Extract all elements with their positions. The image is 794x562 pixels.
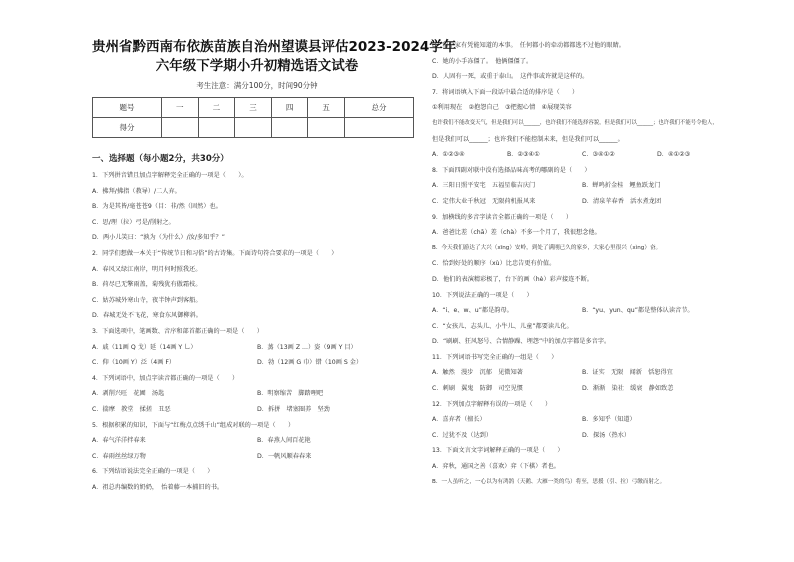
score-cell[interactable] <box>271 118 308 138</box>
question-line: B．为是其皆/毫苍苍9（目：非/然（固然）也。 <box>92 203 222 211</box>
question-line: C．思/理（拉）弓是/削射之。 <box>92 218 175 226</box>
exam-notice: 考生注意：满分100分，时间90分钟 <box>196 81 318 90</box>
score-cell[interactable] <box>344 118 413 138</box>
option-item: A．①②③④ <box>432 151 465 159</box>
option-item: D．“刷刷、狂风怒号、合情静躁、埋怨”中的加点字都是多音字。 <box>432 338 611 346</box>
question-line: A．爸爸比差（chā）差（chà）不多一个月了，我很想念他。 <box>432 229 601 237</box>
score-cell[interactable] <box>198 118 235 138</box>
option-row <box>92 402 422 418</box>
question-line: 7．将词语填入下面一段话中最合适的排序是（ ） <box>432 88 579 96</box>
option-item: B．春燕人间百花艳 <box>257 437 311 445</box>
option-item: C．“女孩儿、志头儿、小牛儿、儿童”都要读儿化。 <box>432 322 573 330</box>
question-line: 9．加横线的多音字读音全都正确的一项是（ ） <box>432 213 573 221</box>
option-row <box>432 381 732 397</box>
question-line: B．科学家有凭能知道的本事。 任何都小的牵动都都逃不过他的眼睛。 <box>432 42 625 49</box>
option-item: A．剥削兴旺 花圃 汤匙 <box>92 390 165 398</box>
exam-title-line1: 贵州省黔西南布依族苗族自治州望谟县评估2023-2024学年 <box>92 39 457 55</box>
option-item: A．喜弃者（擅长） <box>432 416 486 424</box>
score-header-cell: 五 <box>308 98 345 118</box>
question-line: A．春风又绿江南岸，明月何时照我还。 <box>92 265 202 273</box>
question-line: 但是我们可以______；也许我们不能控制未来，但是我们可以______。 <box>432 135 624 143</box>
option-row <box>92 449 422 465</box>
option-item: D．④①②③ <box>657 151 691 159</box>
option-item: C．刺刷 翼鬼 防御 司空见惯 <box>432 385 523 393</box>
option-item: D．探汤（热水） <box>582 431 631 439</box>
option-item: B．“yu、yun、qu”都是整体认读音节。 <box>582 307 694 315</box>
question-line: 1．下列拼音错且加点字解释完全正确的一项是（ ）。 <box>92 172 248 179</box>
question-line: B．一人虽听之，一心以为有鸿鹄（天鹅、大雁一类的鸟）将至，思援（引、拉）弓缴而射之。 <box>432 478 666 485</box>
option-item: C．仰（10画 Y）泛（4画 F） <box>92 359 176 367</box>
option-item: A．“i、e、w、u”都是韵母。 <box>432 307 513 315</box>
option-item: C．定伟大业千秋冠 无限荷机报风来 <box>432 197 536 205</box>
option-row <box>432 412 732 428</box>
option-row <box>92 433 422 449</box>
option-item: A．触然 漫步 沉郁 见微知著 <box>432 369 523 377</box>
question-line: B．荷尽已无擎雨盖，菊残犹有傲霜枝。 <box>92 281 202 289</box>
option-item: B．蝉鸣折金桂 鲤鱼跃龙门 <box>582 182 661 190</box>
question-line: 12．下列加点字解释有误的一项是（ ） <box>432 400 552 408</box>
question-line: D．他们的表演精彩极了，台下的画（hè）彩声接连不断。 <box>432 275 593 283</box>
option-item: C．春雨丝丝绿万物 <box>92 452 146 460</box>
question-line: D．春城无处不飞花，寒食东风御柳斜。 <box>92 312 202 320</box>
question-line: 也许我们不能改变天气，但是我们可以______，也许我们不能选择容貌，但是我们可以______；也许我们不能号令他人， <box>432 119 718 126</box>
question-line: 6．下列结语说法完全正确的一项是（ ） <box>92 468 214 476</box>
option-item: C．过犹不及（达到） <box>432 431 493 439</box>
option-item: D．渐渐 染社 缓衰 静如致恙 <box>582 385 674 393</box>
score-header-cell: 四 <box>271 98 308 118</box>
question-line: ①利用现在 ②抱怨自己 ③把握心情 ④展现笑容 <box>432 104 572 112</box>
option-row <box>432 365 732 381</box>
score-cell[interactable] <box>161 118 198 138</box>
option-item: B．②③④① <box>507 151 540 159</box>
option-row <box>92 355 422 371</box>
option-item: D．清泉苹春香 活水煮龙团 <box>582 197 662 205</box>
score-header-cell: 二 <box>198 98 235 118</box>
option-item: D．勃（12画 G 巾）错（10画 S 金） <box>257 359 363 367</box>
option-item: D．拆拼 堵塞圈养 坚劲 <box>257 405 330 413</box>
question-line: 10．下列说法正确的一项是（ ） <box>432 291 533 299</box>
option-item: A．三阳日照平安宅 五福星临吉庆门 <box>432 182 536 190</box>
option-item: C．③④①② <box>582 151 615 159</box>
option-row <box>92 386 422 402</box>
question-line: 2．同学们想做一本关于“传统节日和习俗”的古诗集。下面诗句符合要求的一项是（ ） <box>92 249 338 257</box>
score-header-cell: 三 <box>235 98 272 118</box>
question-line: 13．下面文言文字词解释正确的一项是（ ） <box>432 447 564 455</box>
exam-title-line2: 六年级下学期小升初精选语文试卷 <box>155 58 359 74</box>
question-line: D．人固有一死，或重于泰山。 这件事或许就是这样的。 <box>432 73 589 81</box>
option-item: A．戚（11画 Q 戈）延（14画 Y 乚） <box>92 343 197 351</box>
question-line: C．她的小手冻僵了。 他俩僵僵了。 <box>432 57 533 65</box>
question-line: 3．下面选项中，笔画数、音序和部首都正确的一项是（ ） <box>92 327 263 335</box>
option-item: B．多知乎（知道） <box>582 416 636 424</box>
question-line: B．今天我们游达了大兴（xīng）安岭，到处了满刚已久的家乡，大家心里很兴（xìng）奋。 <box>432 244 662 251</box>
option-row <box>432 428 732 444</box>
score-cell[interactable] <box>308 118 345 138</box>
option-item: C．揣摩 教堂 揉搓 丑恶 <box>92 405 171 413</box>
question-line: C．姑苏城外寒山寺，夜半钟声到客船。 <box>92 296 202 304</box>
option-item: B．证实 无限 闻新 恬恕得宜 <box>582 369 673 377</box>
option-row <box>432 147 732 163</box>
score-header-cell: 总分 <box>344 98 413 118</box>
option-item: D．一帆风顺春春来 <box>257 452 312 460</box>
question-line: A．祖总冉编数的奶奶， 怡着藤一本捕旧的书。 <box>92 483 224 491</box>
right-column <box>432 38 732 490</box>
section-heading: 一、选择题（每小题2分，共30分） <box>92 154 229 164</box>
question-line: 8．下面四副对联中没有选择品味高考的哪副的是（ ） <box>432 166 591 174</box>
question-line: A．弈秋，通国之善（喜欢）弈（下棋）者也。 <box>432 463 560 471</box>
option-item: A．春气洋洋拌春来 <box>92 437 146 445</box>
score-label-cell: 得分 <box>93 118 162 138</box>
question-line: 11．下列词语书写完全正确的一组是（ ） <box>432 353 558 361</box>
question-line: C．恰到好处的顺序（xù）比忠告更有价值。 <box>432 260 556 268</box>
score-cell[interactable] <box>235 118 272 138</box>
question-line: 4．下列词语中，加点字读音都正确的一项是（ ） <box>92 374 239 382</box>
score-header-row <box>93 98 414 118</box>
question-line: D．两小儿笑曰：“孰为（为什么）/汝/多知乎？” <box>92 234 225 242</box>
question-line: A．拂拜/拂指（教导）/二人弃。 <box>92 187 181 195</box>
option-row <box>432 194 732 210</box>
score-header-cell: 题号 <box>93 98 162 118</box>
option-item: B．蒸（13画 Z ...）姿（9画 Y 目） <box>257 343 357 351</box>
score-table <box>92 97 414 138</box>
option-item: B．明察缩苦 脚踏哩吧 <box>257 390 324 398</box>
option-row <box>432 303 732 319</box>
question-line: 5．根据积累的知识，下面与“红梅点点绣千山”组成对联的一项是（ ） <box>92 421 295 429</box>
option-row <box>432 178 732 194</box>
score-header-cell: 一 <box>161 98 198 118</box>
option-row <box>92 340 422 356</box>
score-value-row <box>93 118 414 138</box>
